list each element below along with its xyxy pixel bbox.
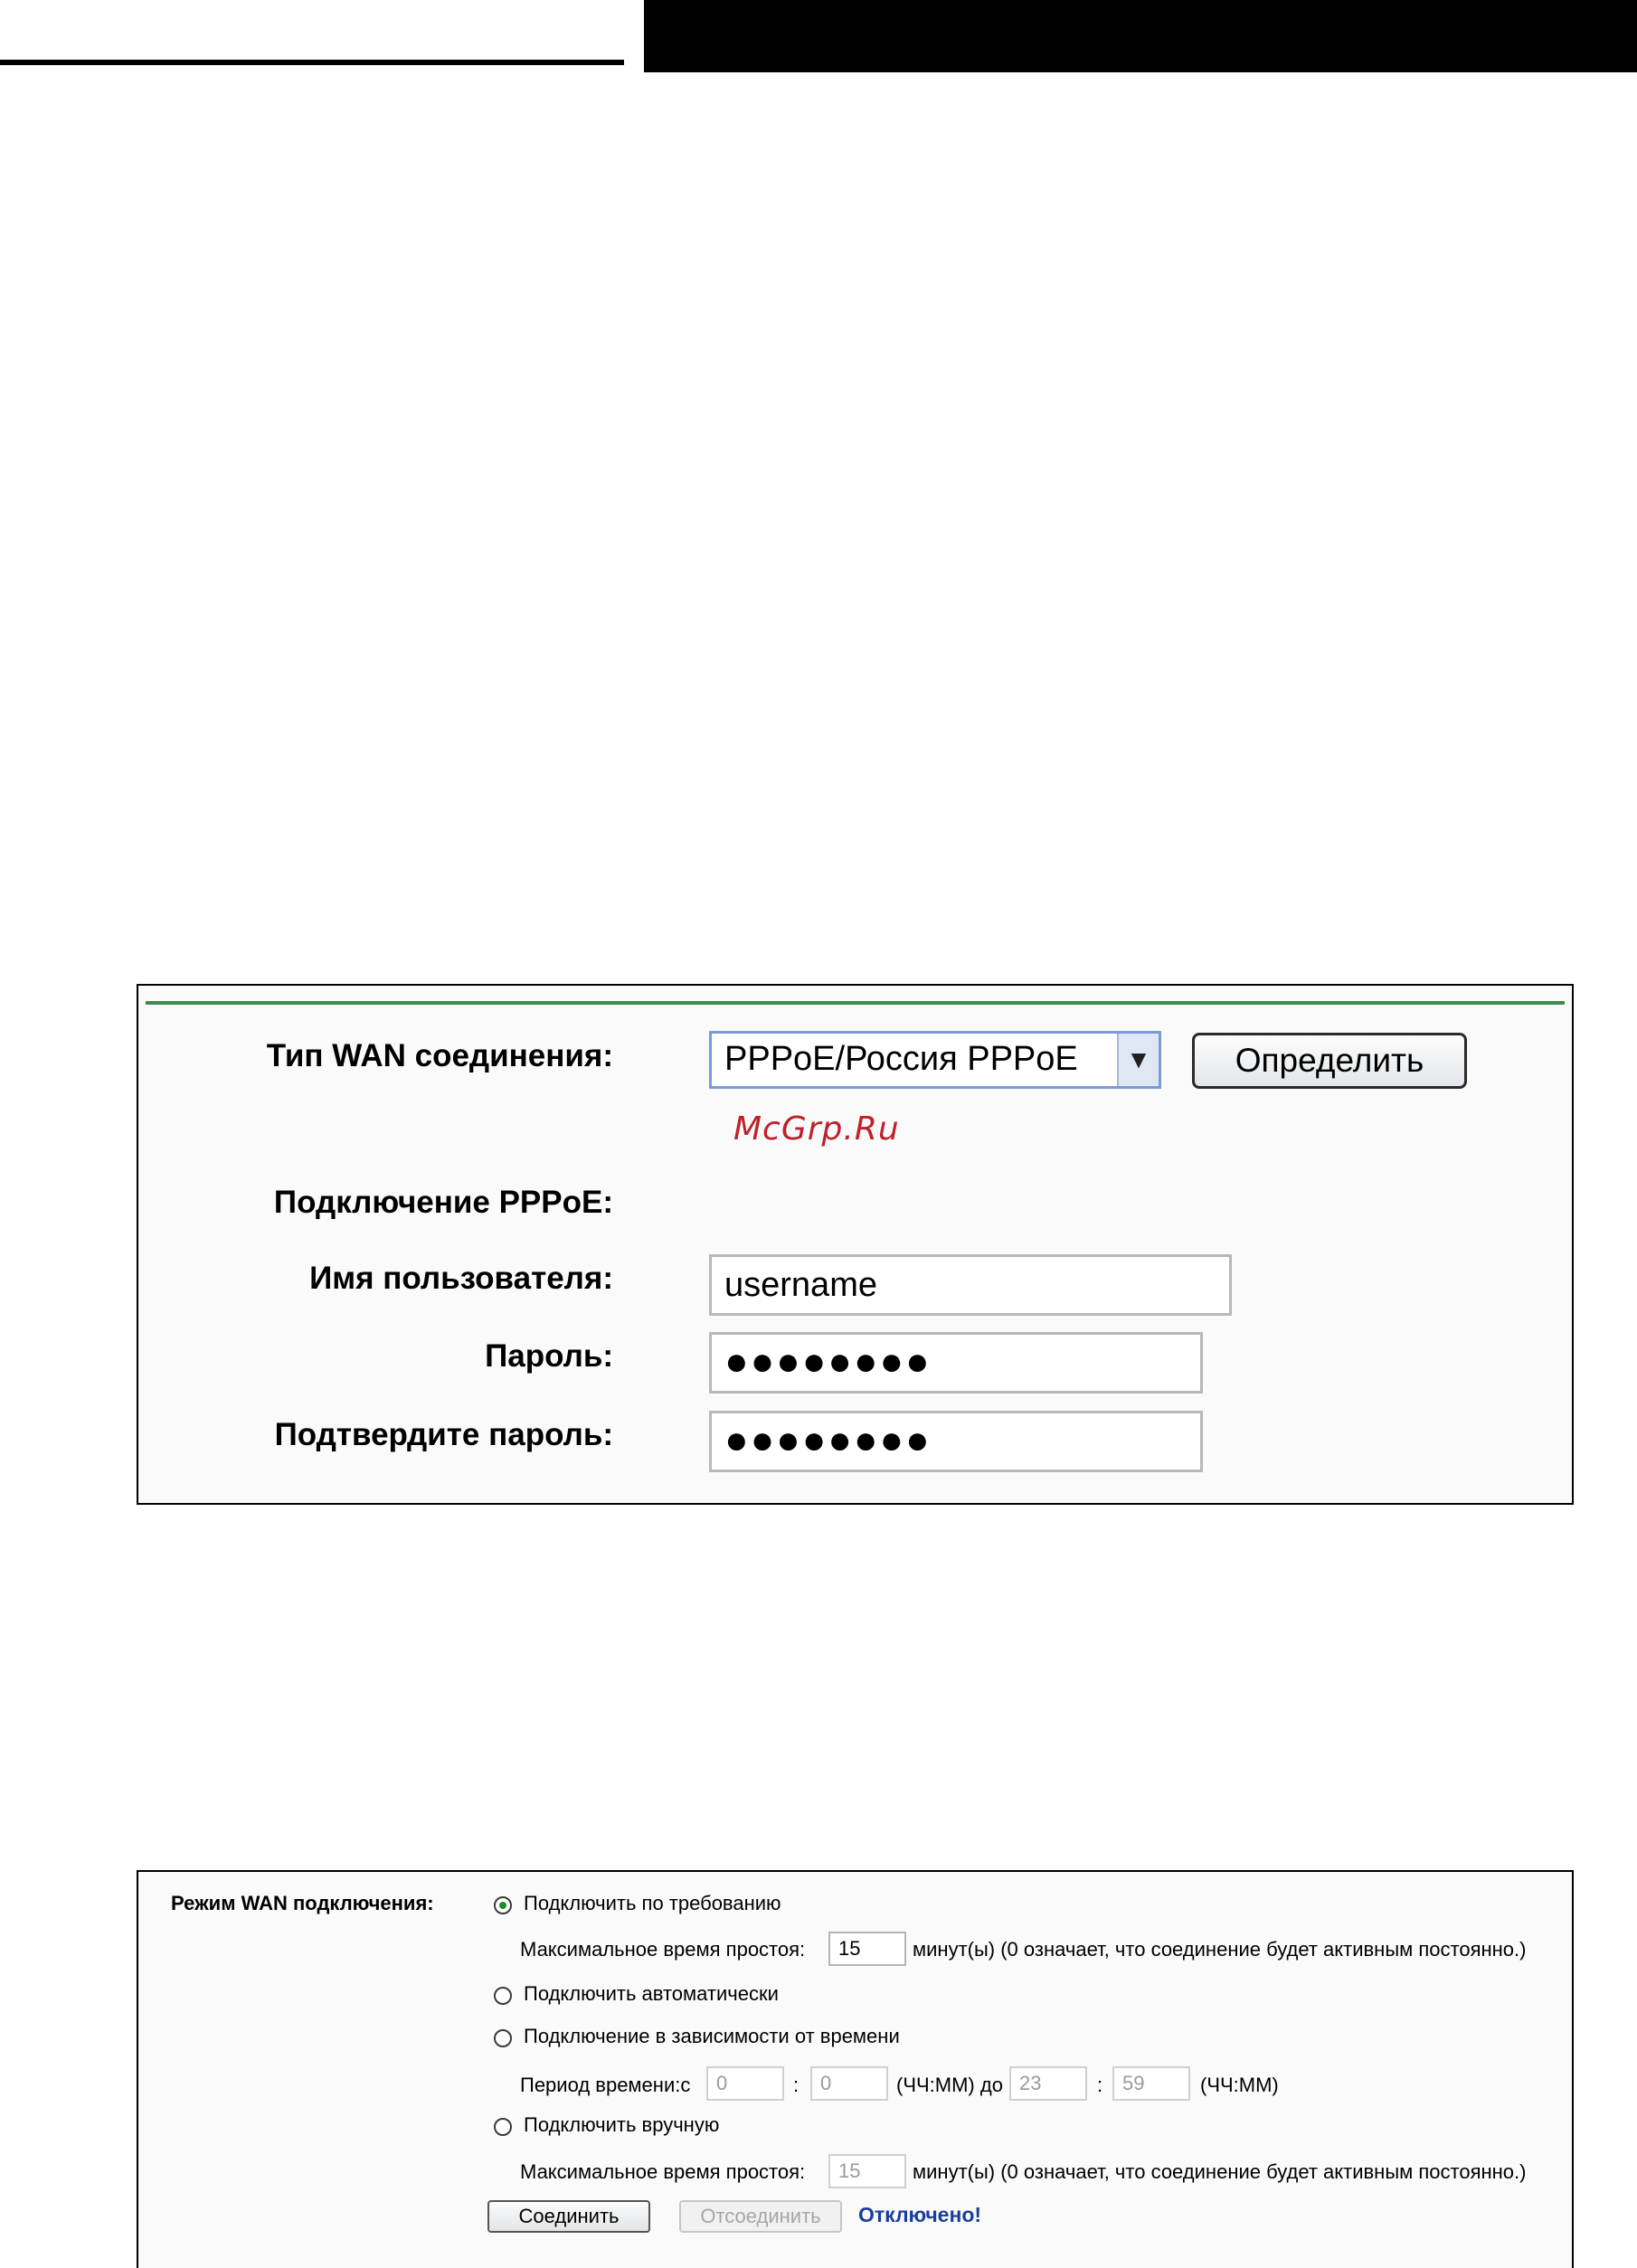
panel-top-divider xyxy=(146,1001,1565,1005)
username-input[interactable]: username xyxy=(709,1254,1232,1316)
period-from-hour-input[interactable]: 0 xyxy=(706,2066,784,2101)
period-to-hour-input[interactable]: 23 xyxy=(1009,2066,1087,2101)
header-bar-right xyxy=(644,0,1637,72)
time-period-label: Период времени:с xyxy=(520,2074,691,2096)
period-from-minute-input[interactable]: 0 xyxy=(810,2066,888,2101)
idle-time-label: Максимальное время простоя: xyxy=(520,1938,806,1961)
wan-type-value: PPPoE/Россия PPPoE xyxy=(724,1040,1078,1078)
radio-time-based[interactable] xyxy=(494,2029,512,2047)
confirm-password-input[interactable]: ●●●●●●●● xyxy=(709,1411,1203,1472)
connection-status: Отключено! xyxy=(858,2203,982,2226)
idle-time-manual-note: минут(ы) (0 означает, что соединение будет активным постоянно.) xyxy=(913,2160,1527,2183)
watermark-text: McGrp.Ru xyxy=(733,1110,900,1148)
connect-button[interactable]: Соединить xyxy=(487,2200,650,2233)
detect-button[interactable]: Определить xyxy=(1192,1033,1467,1089)
radio-time-based-label: Подключение в зависимости от времени xyxy=(524,2025,900,2047)
wan-settings-panel xyxy=(137,984,1574,1505)
time-colon: : xyxy=(793,2074,800,2096)
wan-type-label: Тип WAN соединения: xyxy=(266,1038,613,1073)
password-input[interactable]: ●●●●●●●● xyxy=(709,1332,1203,1394)
idle-time-manual-input[interactable]: 15 xyxy=(828,2154,906,2188)
radio-on-demand-label: Подключить по требованию xyxy=(524,1892,781,1914)
hhmm-label: (ЧЧ:ММ) xyxy=(1200,2074,1279,2096)
idle-time-manual-label: Максимальное время простоя: xyxy=(520,2160,806,2183)
hhmm-to-label: (ЧЧ:ММ) до xyxy=(896,2074,1003,2096)
header-bar-left xyxy=(0,0,624,65)
password-label: Пароль: xyxy=(485,1338,613,1374)
username-label: Имя пользователя: xyxy=(309,1261,613,1296)
wan-mode-label: Режим WAN подключения: xyxy=(171,1892,434,1914)
time-colon: : xyxy=(1097,2074,1103,2096)
wan-type-select[interactable] xyxy=(709,1031,1161,1089)
chevron-down-icon[interactable]: ▼ xyxy=(1117,1034,1159,1086)
radio-on-demand[interactable] xyxy=(494,1896,512,1914)
disconnect-button[interactable]: Отсоединить xyxy=(679,2200,842,2233)
period-to-minute-input[interactable]: 59 xyxy=(1112,2066,1190,2101)
idle-time-note: минут(ы) (0 означает, что соединение будет активным постоянно.) xyxy=(913,1938,1527,1961)
radio-auto-label: Подключить автоматически xyxy=(524,1982,779,2005)
radio-manual-label: Подключить вручную xyxy=(524,2113,720,2136)
wan-mode-panel xyxy=(137,1870,1574,2268)
pppoe-section-label: Подключение PPPoE: xyxy=(273,1185,613,1220)
idle-time-input[interactable]: 15 xyxy=(828,1932,906,1966)
radio-auto[interactable] xyxy=(494,1987,512,2005)
confirm-password-label: Подтвердите пароль: xyxy=(274,1417,613,1452)
radio-manual[interactable] xyxy=(494,2118,512,2136)
